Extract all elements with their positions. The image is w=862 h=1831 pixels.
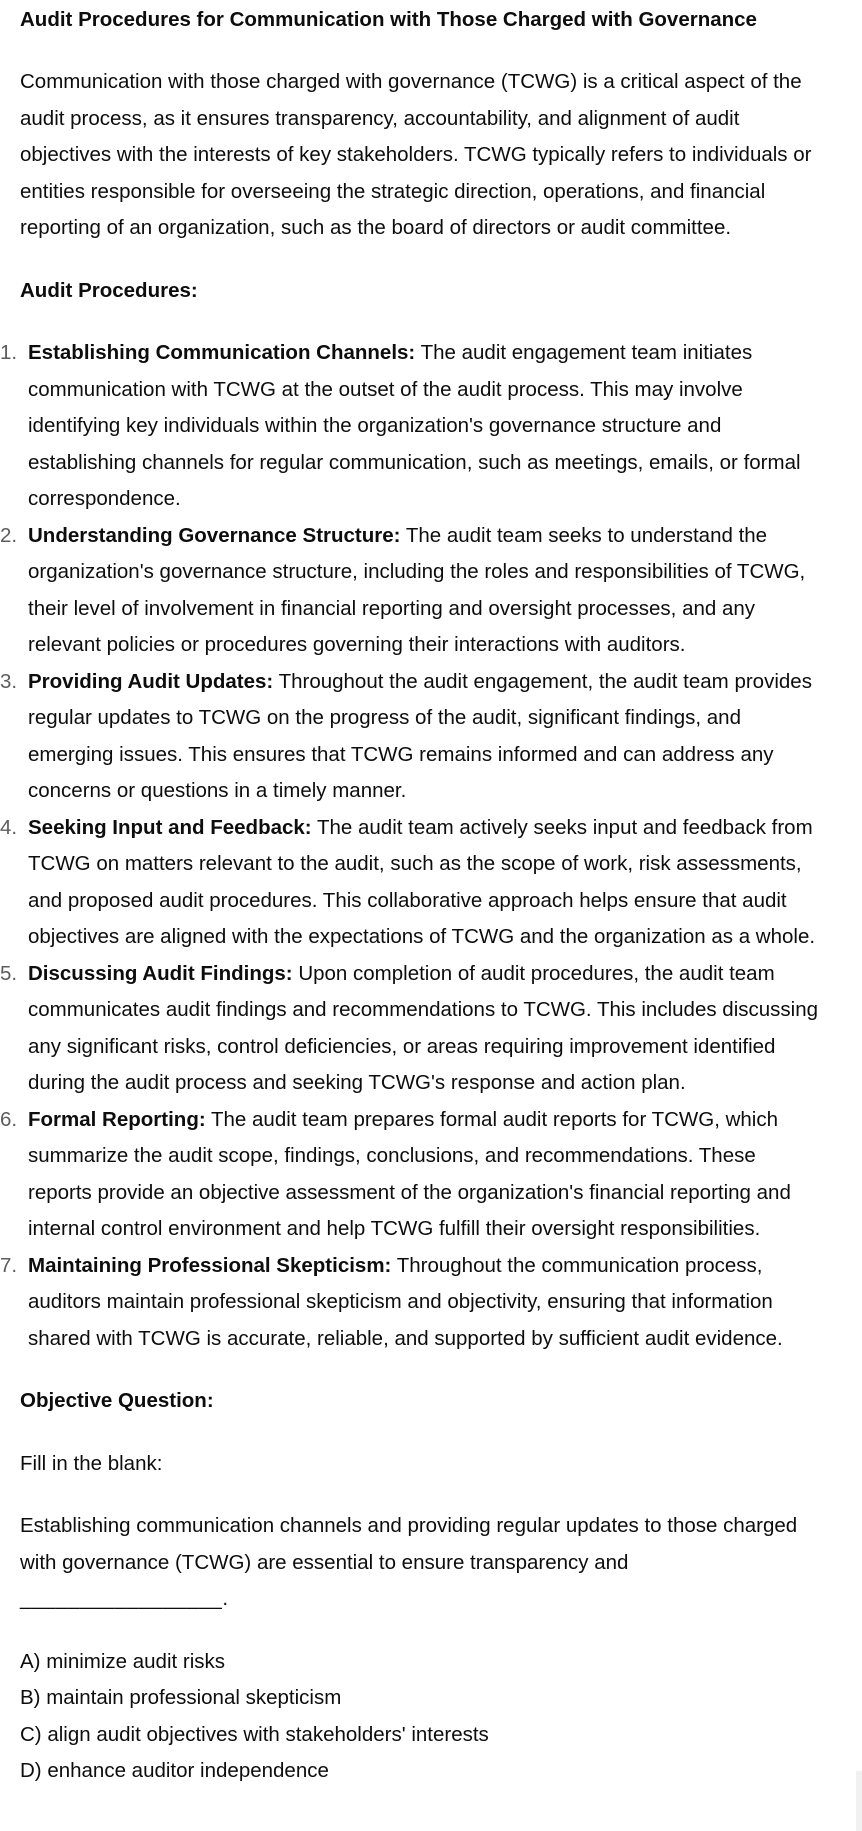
list-item bbox=[0, 1248, 820, 1358]
list-item-term: Seeking Input and Feedback: bbox=[28, 815, 312, 839]
list-item bbox=[0, 335, 820, 518]
document-title: Audit Procedures for Communication with Those Charged with Governance bbox=[20, 8, 757, 31]
answer-options bbox=[20, 1644, 820, 1790]
answer-blank: _________________. bbox=[20, 1587, 229, 1610]
list-item-number: 1. bbox=[0, 341, 18, 364]
list-item-term: Discussing Audit Findings: bbox=[28, 961, 293, 985]
list-item-number: 6. bbox=[0, 1107, 18, 1131]
list-item-number: 2. bbox=[0, 523, 18, 547]
fill-in-label: Fill in the blank: bbox=[20, 1451, 163, 1475]
option-b: B) maintain professional skepticism bbox=[20, 1686, 342, 1709]
question-sentence: Establishing communication channels and providing regular updates to those charged with governance (TCWG) are essential to ensure transparency and bbox=[20, 1514, 798, 1574]
list-item-text: The audit engagement team initiates communication with TCWG at the outset of the audit process. This may involve identifying key individuals within the organization's governance structure and establishing channels for regular communication, such as meetings, emails, or formal correspondence. bbox=[28, 341, 801, 510]
list-item-number: 7. bbox=[0, 1253, 18, 1277]
question-text bbox=[20, 1508, 820, 1618]
scrollbar[interactable] bbox=[856, 1771, 862, 1831]
list-item-text: Upon completion of audit procedures, the audit team communicates audit findings and recommendations to TCWG. This includes discussing any significant risks, control deficiencies, or areas requiring improvement identified during the audit process and seeking TCWG's response and action plan. bbox=[28, 961, 819, 1094]
list-item-text: The audit team prepares formal audit reports for TCWG, which summarize the audit scope, findings, conclusions, and recommendations. These reports provide an objective assessment of the organization's financial reporting and internal control environment and help TCWG fulfill their oversight responsibilities. bbox=[28, 1107, 791, 1240]
list-item-text: Throughout the audit engagement, the audit team provides regular updates to TCWG on the progress of the audit, significant findings, and emerging issues. This ensures that TCWG remains informed and can address any concerns or questions in a timely manner. bbox=[28, 669, 812, 802]
list-item-term: Maintaining Professional Skepticism: bbox=[28, 1253, 392, 1277]
list-item-term: Understanding Governance Structure: bbox=[28, 523, 401, 547]
option-c: C) align audit objectives with stakeholders' interests bbox=[20, 1722, 489, 1746]
list-item-text: Throughout the communication process, auditors maintain professional skepticism and objectivity, ensuring that information shared with TCWG is accurate, reliable, and supported by sufficient audit evidence. bbox=[28, 1253, 783, 1350]
list-item-term: Formal Reporting: bbox=[28, 1107, 206, 1131]
procedures-heading: Audit Procedures: bbox=[20, 278, 198, 302]
list-item-number: 3. bbox=[0, 669, 18, 693]
list-item bbox=[0, 956, 820, 1102]
list-item-term: Providing Audit Updates: bbox=[28, 669, 274, 693]
list-item bbox=[0, 518, 820, 664]
question-heading: Objective Question: bbox=[20, 1389, 214, 1412]
procedures-list bbox=[0, 335, 820, 1357]
list-item bbox=[0, 810, 820, 956]
option-a: A) minimize audit risks bbox=[20, 1649, 226, 1673]
list-item-text: The audit team actively seeks input and feedback from TCWG on matters relevant to the audit, such as the scope of work, risk assessments, and proposed audit procedures. This collaborative approach helps ensure that audit objectives are aligned with the expectations of TCWG and the organization as a whole. bbox=[28, 815, 816, 948]
list-item bbox=[0, 664, 820, 810]
list-item bbox=[0, 1102, 820, 1248]
option-d: D) enhance auditor independence bbox=[20, 1759, 329, 1782]
list-item-number: 5. bbox=[0, 961, 18, 985]
list-item-text: The audit team seeks to understand the organization's governance structure, including the roles and responsibilities of TCWG, their level of involvement in financial reporting and oversight processes, and any relevant policies or procedures governing their interactions with auditors. bbox=[28, 523, 806, 656]
list-item-term: Establishing Communication Channels: bbox=[28, 341, 416, 364]
list-item-number: 4. bbox=[0, 815, 18, 839]
intro-paragraph: Communication with those charged with governance (TCWG) is a critical aspect of the audit process, as it ensures transparency, accountability, and alignment of audit objectives with the interests of key stakeholders. TCWG typically refers to individuals or entities responsible for overseeing the strategic direction, operations, and financial reporting of an organization, such as the board of directors or audit committee. bbox=[20, 70, 812, 239]
